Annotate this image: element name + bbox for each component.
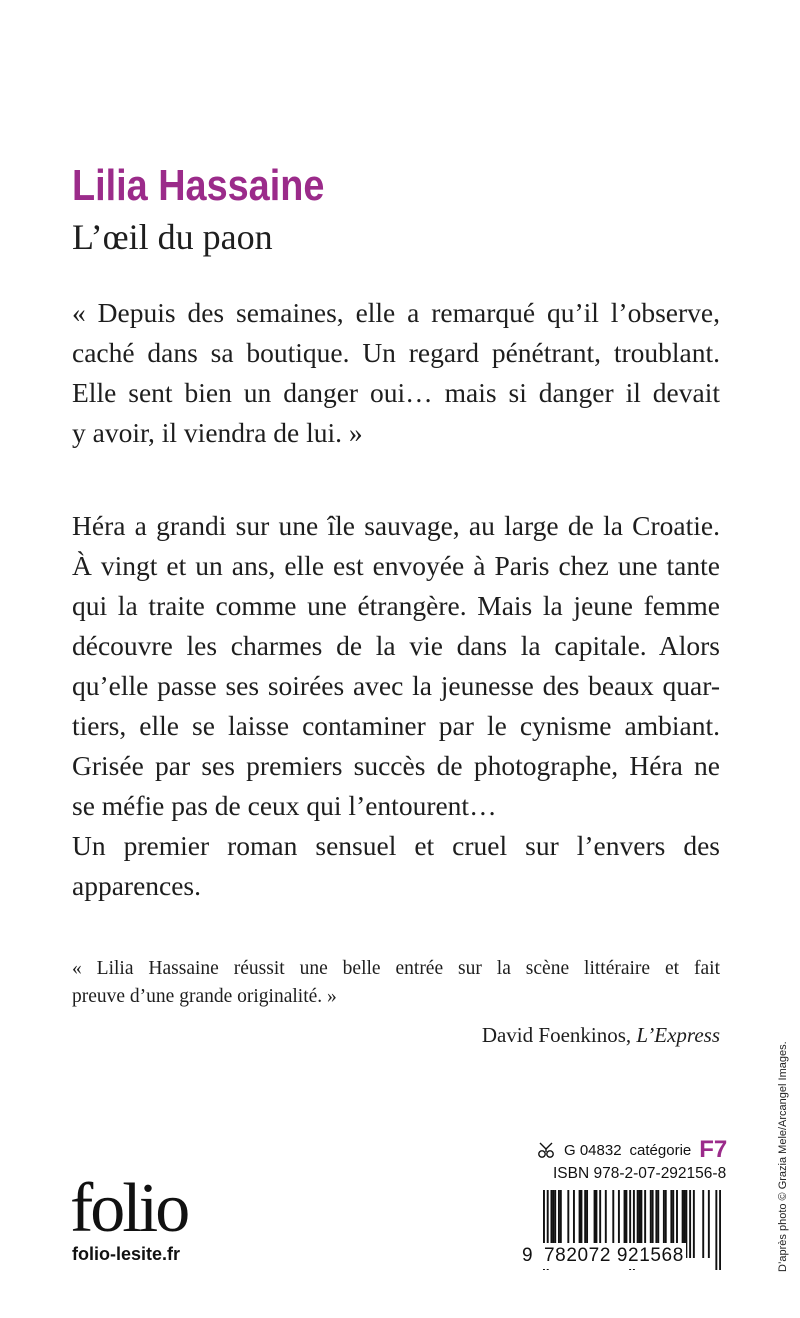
review-line: preuve d’une grande originalité. » bbox=[72, 986, 337, 1007]
excerpt-line: y avoir, il viendra de lui. » bbox=[72, 417, 363, 448]
synopsis-line: apparences. bbox=[72, 870, 202, 901]
catalog-code: G 04832 bbox=[564, 1141, 622, 1159]
press-review bbox=[72, 955, 720, 1011]
synopsis-line: tiers, elle se laisse contaminer par le cynisme ambiant. bbox=[72, 710, 720, 741]
synopsis-line: qu’elle passe ses soirées avec la jeunesse des beaux quar- bbox=[72, 670, 720, 701]
isbn-number: ISBN 978-2-07-292156-8 bbox=[553, 1165, 727, 1182]
folio-logo: folio bbox=[70, 1170, 188, 1247]
review-attribution bbox=[482, 1020, 720, 1050]
review-source: L’Express bbox=[636, 1023, 720, 1047]
synopsis-line: se méfie pas de ceux qui l’entourent… bbox=[72, 790, 497, 821]
synopsis-line: Un premier roman sensuel et cruel sur l’envers des bbox=[72, 830, 720, 861]
barcode-first-digit: 9 bbox=[522, 1245, 533, 1266]
excerpt-line: caché dans sa boutique. Un regard pénétrant, troublant. bbox=[72, 337, 720, 368]
synopsis-line: Grisée par ses premiers succès de photographe, Héra ne bbox=[72, 750, 720, 781]
category-code: F7 bbox=[699, 1136, 728, 1163]
barcode-digits bbox=[522, 1243, 722, 1269]
category-label: catégorie bbox=[629, 1141, 692, 1159]
barcode-rest-digits: 782072 921568 bbox=[542, 1243, 686, 1269]
catalog-code-row bbox=[536, 1135, 727, 1165]
author-name: Lilia Hassaine bbox=[72, 161, 325, 210]
gallimard-emblem-icon bbox=[536, 1140, 556, 1160]
synopsis bbox=[72, 506, 720, 906]
excerpt-line: Elle sent bien un danger oui… mais si danger il devait bbox=[72, 377, 720, 408]
synopsis-line: Héra a grandi sur une île sauvage, au large de la Croatie. bbox=[72, 510, 720, 541]
review-line: « Lilia Hassaine réussit une belle entrée sur la scène littéraire et fait bbox=[72, 958, 720, 979]
excerpt-line: « Depuis des semaines, elle a remarqué qu’il l’observe, bbox=[72, 297, 720, 328]
excerpt-quote bbox=[72, 293, 720, 453]
publisher-website: folio-lesite.fr bbox=[72, 1244, 181, 1264]
review-author: David Foenkinos, bbox=[481, 1023, 632, 1047]
book-title: L’œil du paon bbox=[72, 217, 273, 257]
synopsis-line: À vingt et un ans, elle est envoyée à Paris chez une tante bbox=[72, 550, 720, 581]
synopsis-line: découvre les charmes de la vie dans la capitale. Alors bbox=[72, 630, 720, 661]
synopsis-line: qui la traite comme une étrangère. Mais la jeune femme bbox=[72, 590, 720, 621]
photo-credit: D’après photo © Grazia Mele/Arcangel Images. bbox=[777, 1041, 789, 1272]
